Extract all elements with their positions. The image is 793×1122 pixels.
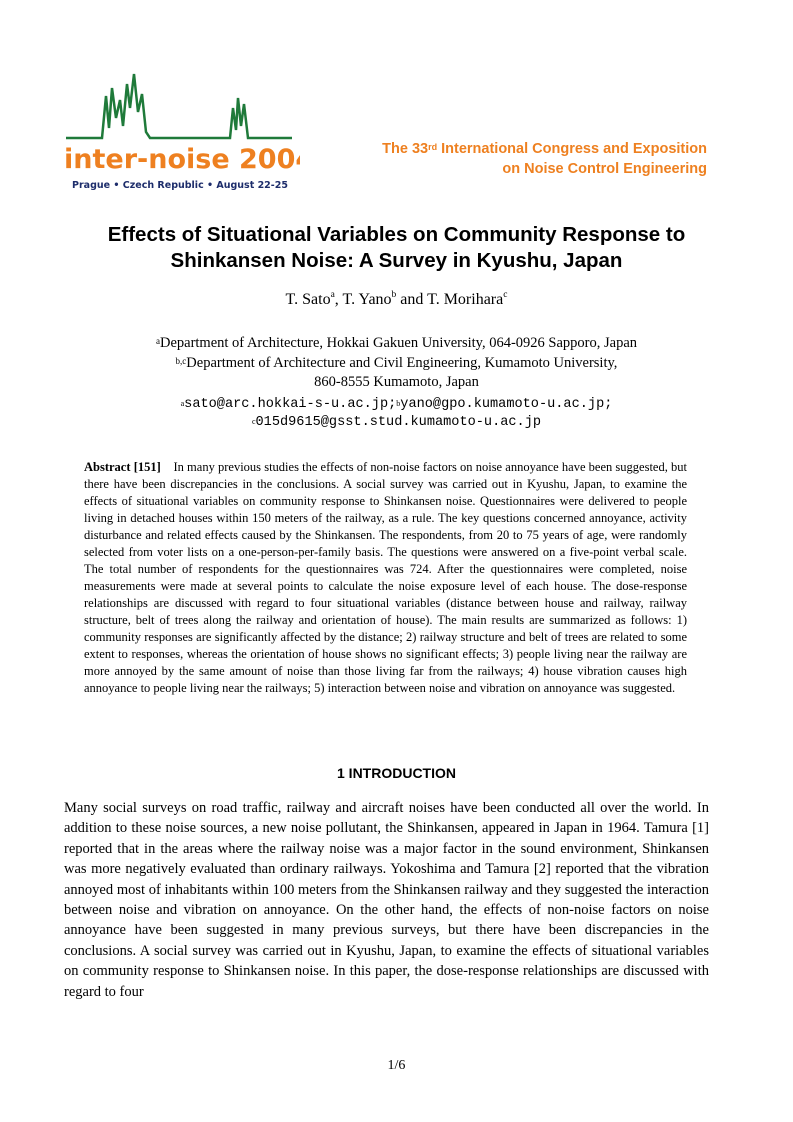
page-number: 1/6 [387, 1058, 406, 1073]
section-heading: 1 INTRODUCTION [337, 765, 456, 781]
conference-line-1: The 33rd International Congress and Exposition [382, 141, 707, 157]
abstract [84, 459, 687, 697]
logo-name: inter-noise 2004 [64, 144, 300, 175]
paper-title [40, 222, 753, 274]
affiliation-2: $^{b,c}$Department of Architecture and Civil Engineering, Kumamoto University, [175, 354, 618, 371]
abstract-text: In many previous studies the effects of non-noise factors on noise annoyance have been suggested, but there have been discrepancies in the conclusions. A social survey was carried out in Kyushu, Japan, to examine the effects of situational variables on community response to Shinkansen noise. Questionnaires were delivered to people living in detached houses within 150 meters of the railway, as a rule. The key questions concerned annoyance, activity disturbance and related effects caused by the Shinkansen. The respondents, from 20 to 75 years of age, were randomly selected from voter lists on a one-person-per-family basis. The questions were answered on a five-point verbal scale. The total number of respondents for the questionnaires was 724. After the questionnaires were completed, noise measurements were made at several points to calculate the noise exposure level of each house. The dose-response relationships are discussed with regard to four situational variables (distance between house and railway, railway structure, belt of trees along the railway and orientation of house). The main results are summarized as follows: 1) community responses are significantly affected by the distance; 2) railway structure and belt of trees are related to some extent to responses, whereas the orientation of house shows no significant effects; 3) people living near the railway are more annoyed by the same amount of noise than those living far from the railways; 4) house vibration causes high annoyance to people living near the railways; 5) interaction between noise and vibration on annoyance was suggested. [84, 460, 688, 695]
email-line-2: $^c$015d9615@gsst.stud.kumamoto-u.ac.jp [251, 414, 542, 430]
author-emails [0, 396, 793, 431]
title-line-2: Shinkansen Noise: A Survey in Kyushu, Japan [170, 249, 623, 272]
title-line-1: Effects of Situational Variables on Community Response to [107, 223, 686, 246]
email-link-morihara[interactable]: 015d9615@gsst.stud.kumamoto-u.ac.jp [255, 414, 542, 430]
inter-noise-logo-icon [60, 68, 300, 196]
affiliations [0, 334, 793, 393]
author-list: T. Sato$^a$, T. Yano$^b$ and T. Morihara$^c$ [285, 290, 508, 308]
conference-logo [60, 68, 300, 196]
affiliation-1: $^a$Department of Architecture, Hokkai Gakuen University, 064-0926 Sapporo, Japan [155, 335, 638, 351]
email-link-yano[interactable]: yano@gpo.kumamoto-u.ac.jp; [400, 397, 613, 412]
abstract-label: Abstract [151] [84, 460, 161, 474]
email-line-1: $^a$sato@arc.hokkai-s-u.ac.jp;$^b$yano@gpo.kumamoto-u.ac.jp; [180, 397, 613, 412]
logo-subtitle: Prague • Czech Republic • August 22-25 [72, 180, 288, 191]
affiliation-2-address: 860-8555 Kumamoto, Japan [314, 374, 479, 390]
conference-line-2: on Noise Control Engineering [502, 161, 707, 177]
introduction-paragraph: Many social surveys on road traffic, railway and aircraft noises have been conducted all over the world. In addition to these noise sources, a new noise pollutant, the Shinkansen, appeared in Japan in 1964. Tamura [1] reported that in the areas where the railway noise was a major factor in the sound environment, Shinkansen was more negatively evaluated than ordinary railways. Yokoshima and Tamura [2] reported that the vibration annoyed most of inhabitants within 100 meters from the Shinkansen railway and they suggested the interaction between noise and vibration on annoyance. On the other hand, the effects of non-noise factors on noise annoyance have been suggested in many previous surveys, but there have been discrepancies in the conclusions. A social survey was carried out in Kyushu, Japan, to examine the effects of situational variables on community response to Shinkansen noise. In this paper, the dose-response relationships are discussed with regard to four [64, 800, 709, 1000]
logo-wordmark [64, 144, 300, 175]
email-link-sato[interactable]: sato@arc.hokkai-s-u.ac.jp; [184, 397, 397, 412]
conference-name [287, 139, 707, 179]
